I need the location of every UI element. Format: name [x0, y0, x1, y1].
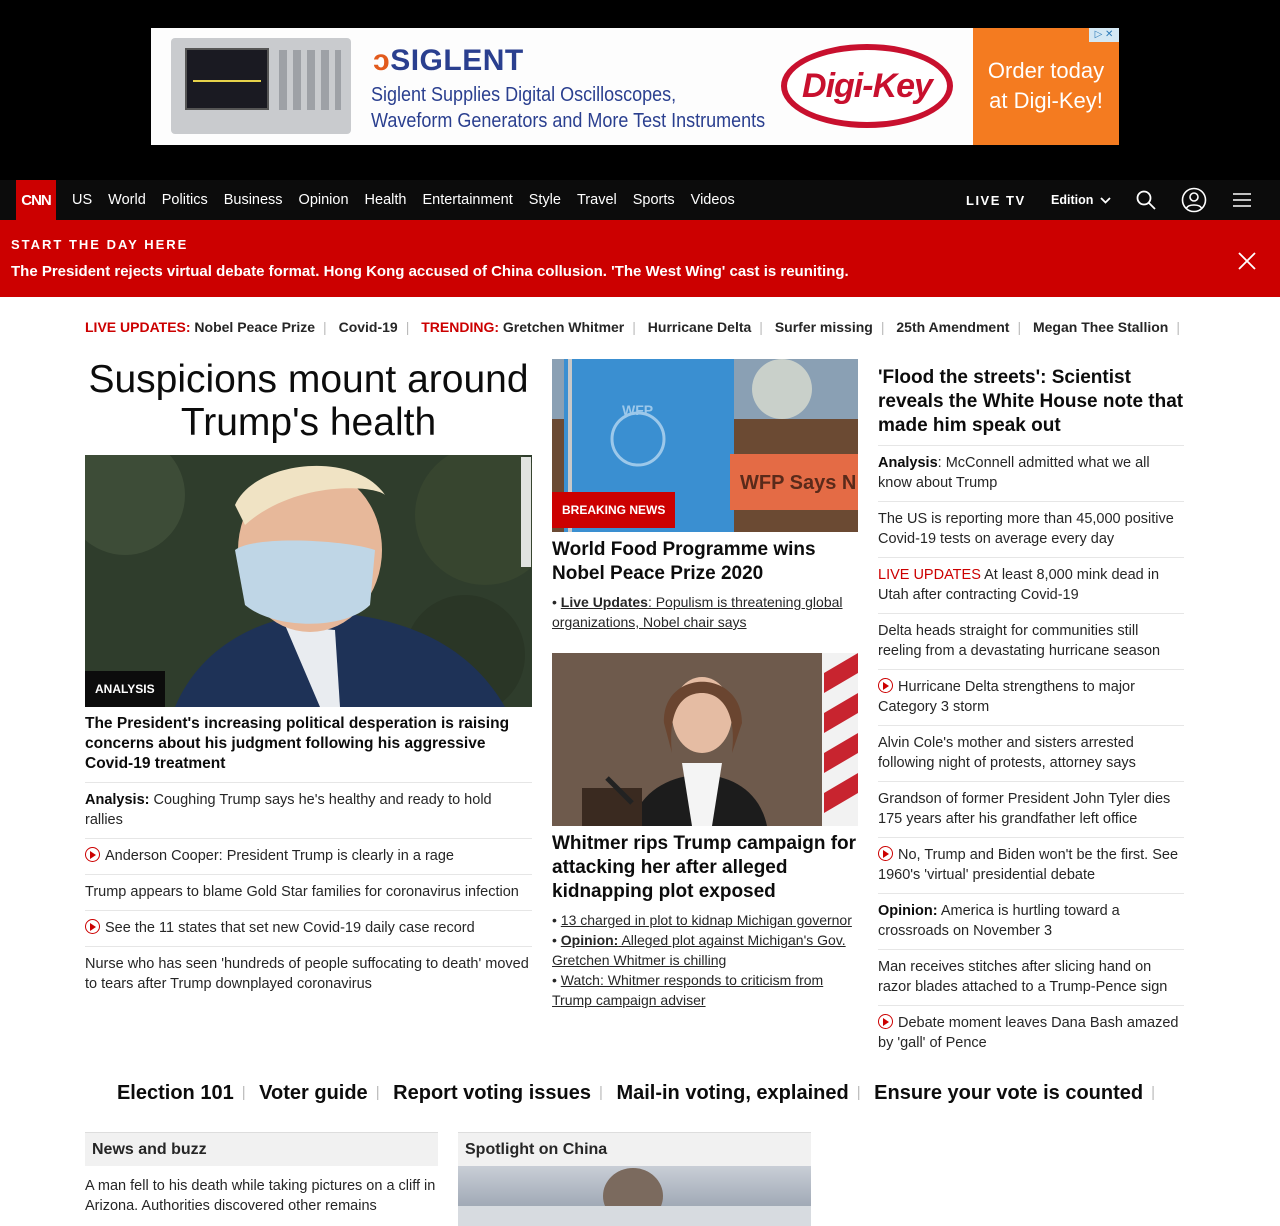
trending-link[interactable]: Megan Thee Stallion	[1032, 319, 1169, 335]
list-item[interactable]: Opinion: America is hurtling toward a crossroads on November 3	[878, 894, 1184, 950]
trump-photo	[85, 455, 532, 707]
oscilloscope-image	[171, 38, 351, 134]
banner-headline[interactable]: The President rejects virtual debate format. Hong Kong accused of China collusion. 'The West Wing' cast is reuniting.	[11, 263, 849, 280]
nav-link-style[interactable]: Style	[528, 192, 561, 208]
main-nav	[0, 180, 1280, 220]
trending-link[interactable]: Gretchen Whitmer	[502, 319, 625, 335]
trending-bar: LIVE UPDATES: Nobel Peace Prize | Covid-19 | TRENDING: Gretchen Whitmer | Hurricane Delta | Surfer missing | 25th Amendment | Megan Thee Stallion |	[85, 319, 1180, 335]
nav-link-health[interactable]: Health	[364, 192, 407, 208]
ad-copy: Siglent Supplies Digital Oscilloscopes, Waveform Generators and More Test Instruments	[371, 84, 766, 132]
zone-title: News and buzz	[85, 1132, 438, 1166]
analysis-tag: ANALYSIS	[85, 671, 165, 707]
card-bullets	[552, 910, 858, 1010]
lead-image[interactable]	[85, 455, 532, 707]
wfp-card	[552, 359, 858, 632]
spotlight-china-zone	[458, 1132, 811, 1226]
ad-cta[interactable]: Order today at Digi-Key!	[973, 28, 1119, 145]
search-icon[interactable]	[1136, 180, 1156, 220]
close-icon[interactable]	[1238, 252, 1256, 275]
card-bullets	[552, 592, 858, 632]
list-item[interactable]: Alvin Cole's mother and sisters arrested following night of protests, attorney says	[878, 726, 1184, 782]
china-image[interactable]	[458, 1166, 811, 1226]
video-play-icon	[85, 847, 100, 862]
account-icon[interactable]	[1181, 180, 1207, 220]
video-play-icon	[878, 1014, 893, 1029]
nav-links	[64, 180, 743, 220]
live-tv-link[interactable]: LIVE TV	[966, 192, 1026, 208]
trending-link[interactable]: Surfer missing	[774, 319, 873, 335]
list-item[interactable]: Grandson of former President John Tyler dies 175 years after his grandfather left office	[878, 782, 1184, 838]
edition-label: Edition	[1051, 193, 1094, 207]
election-link[interactable]: Voter guide	[259, 1082, 368, 1104]
nav-link-entertainment[interactable]: Entertainment	[422, 192, 513, 208]
list-item[interactable]: Delta heads straight for communities still reeling from a devastating hurricane season	[878, 614, 1184, 670]
nav-link-politics[interactable]: Politics	[161, 192, 208, 208]
list-item[interactable]: No, Trump and Biden won't be the first. See 1960's 'virtual' presidential debate	[878, 838, 1184, 894]
ad-brand: ↄSIGLENT	[373, 44, 524, 77]
chevron-down-icon	[1100, 197, 1111, 204]
trending-link[interactable]: Covid-19	[338, 319, 398, 335]
adchoices-icon[interactable]: ▷ ✕	[1089, 28, 1119, 42]
lead-headline[interactable]: Suspicions mount around Trump's health	[88, 358, 529, 444]
zone-title: Spotlight on China	[458, 1132, 811, 1166]
lead-story-list	[85, 783, 532, 1002]
list-item[interactable]: Analysis: Coughing Trump says he's healthy and ready to hold rallies	[85, 783, 532, 839]
cnn-logo[interactable]: CNN	[16, 180, 56, 220]
bullet-link[interactable]: • Opinion: Alleged plot against Michigan's Gov. Gretchen Whitmer is chilling	[552, 932, 846, 968]
video-play-icon	[85, 919, 100, 934]
nav-link-world[interactable]: World	[108, 192, 146, 208]
banner-kicker: START THE DAY HERE	[11, 237, 189, 252]
list-item[interactable]: Trump appears to blame Gold Star families for coronavirus infection	[85, 875, 532, 911]
list-item[interactable]: LIVE UPDATES At least 8,000 mink dead in Utah after contracting Covid-19	[878, 558, 1184, 614]
menu-icon[interactable]	[1232, 180, 1252, 220]
right-headline[interactable]: 'Flood the streets': Scientist reveals the White House note that made him speak out	[878, 366, 1184, 446]
svg-text:WFP: WFP	[622, 402, 654, 418]
list-item[interactable]: Debate moment leaves Dana Bash amazed by 'gall' of Pence	[878, 1015, 1179, 1051]
nav-link-us[interactable]: US	[72, 192, 93, 208]
list-item[interactable]: See the 11 states that set new Covid-19 daily case record	[85, 911, 532, 947]
trending-link[interactable]: Hurricane Delta	[647, 319, 752, 335]
election-links: Election 101 | Voter guide | Report voting issues | Mail-in voting, explained | Ensure your vote is counted |	[116, 1082, 1156, 1104]
list-item[interactable]: Man receives stitches after slicing hand on razor blades attached to a Trump-Pence sign	[878, 950, 1184, 1006]
lead-subheadline[interactable]: The President's increasing political desperation is raising concerns about his judgment following his aggressive Covid-19 treatment	[85, 714, 532, 783]
nav-link-opinion[interactable]: Opinion	[298, 192, 349, 208]
start-the-day-banner[interactable]	[0, 220, 1280, 297]
digikey-logo: Digi-Key	[781, 44, 953, 128]
trending-link[interactable]: 25th Amendment	[896, 319, 1010, 335]
bullet-link[interactable]: • Watch: Whitmer responds to criticism from Trump campaign adviser	[552, 972, 824, 1008]
bullet-link[interactable]: • Live Updates: Populism is threatening global organizations, Nobel chair says	[552, 594, 843, 630]
breaking-news-tag: BREAKING NEWS	[552, 492, 675, 528]
zone-story[interactable]: A man fell to his death while taking pictures on a cliff in Arizona. Authorities discovered other remains	[85, 1178, 436, 1214]
edition-menu[interactable]	[1051, 180, 1111, 220]
list-item[interactable]: Hurricane Delta strengthens to major Category 3 storm	[878, 670, 1184, 726]
middle-column	[552, 359, 858, 1010]
banner-ad[interactable]	[151, 28, 1119, 145]
nav-link-travel[interactable]: Travel	[576, 192, 617, 208]
list-item[interactable]: Analysis: McConnell admitted what we all know about Trump	[878, 446, 1184, 502]
ad-bar	[0, 0, 1280, 180]
election-link[interactable]: Mail-in voting, explained	[616, 1082, 849, 1104]
list-item[interactable]: Anderson Cooper: President Trump is clearly in a rage	[85, 839, 532, 875]
live-updates-label: LIVE UPDATES:	[85, 319, 191, 335]
nav-link-business[interactable]: Business	[223, 192, 283, 208]
whitmer-image[interactable]	[552, 653, 858, 826]
card-headline[interactable]: Whitmer rips Trump campaign for attacking her after alleged kidnapping plot exposed	[552, 833, 857, 902]
election-link[interactable]: Election 101	[116, 1082, 234, 1104]
trending-link[interactable]: Nobel Peace Prize	[194, 319, 316, 335]
bullet-link[interactable]: • 13 charged in plot to kidnap Michigan governor	[552, 912, 852, 928]
election-link[interactable]: Report voting issues	[393, 1082, 591, 1104]
election-link[interactable]: Ensure your vote is counted	[874, 1082, 1144, 1104]
whitmer-card	[552, 653, 858, 1010]
card-headline[interactable]: World Food Programme wins Nobel Peace Prize 2020	[552, 539, 816, 584]
list-item[interactable]: Nurse who has seen 'hundreds of people suffocating to death' moved to tears after Trump downplayed coronavirus	[85, 956, 529, 992]
right-story-list	[878, 446, 1184, 1061]
whitmer-photo	[552, 653, 858, 826]
nav-link-sports[interactable]: Sports	[632, 192, 675, 208]
video-play-icon	[878, 678, 893, 693]
news-and-buzz-zone	[85, 1132, 438, 1216]
trending-label: TRENDING:	[421, 319, 500, 335]
lead-column	[85, 356, 532, 1002]
right-column	[878, 366, 1184, 1061]
list-item[interactable]: The US is reporting more than 45,000 positive Covid-19 tests on average every day	[878, 502, 1184, 558]
wfp-image[interactable]	[552, 359, 858, 532]
svg-text:WFP Says N: WFP Says N	[740, 472, 857, 494]
nav-link-videos[interactable]: Videos	[690, 192, 735, 208]
video-play-icon	[878, 846, 893, 861]
